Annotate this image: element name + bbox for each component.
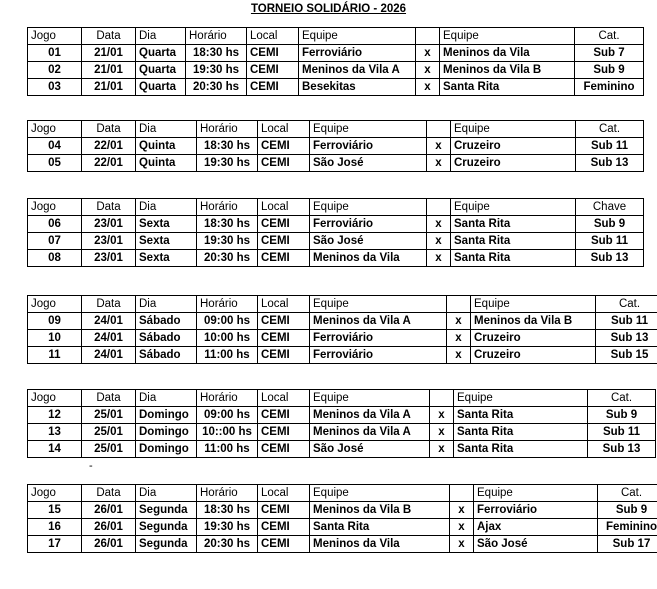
cell-categoria: Sub 11 xyxy=(576,138,644,155)
header-dia: Dia xyxy=(136,28,186,45)
table-header-row xyxy=(28,121,644,138)
cell-jogo: 06 xyxy=(28,216,82,233)
cell-horario: 09:00 hs xyxy=(197,313,258,330)
header-jogo: Jogo xyxy=(28,296,82,313)
table-row xyxy=(28,62,644,79)
cell-local: CEMI xyxy=(247,45,299,62)
header-data: Data xyxy=(82,121,136,138)
header-horario: Horário xyxy=(197,296,258,313)
cell-equipe-fora: Cruzeiro xyxy=(451,155,576,172)
cell-dia: Sexta xyxy=(136,250,197,267)
cell-jogo: 17 xyxy=(28,536,82,553)
header-horario: Horário xyxy=(197,121,258,138)
cell-equipe-fora: Meninos da Vila B xyxy=(471,313,596,330)
cell-data: 23/01 xyxy=(82,250,136,267)
cell-equipe-casa: Meninos da Vila xyxy=(310,250,427,267)
cell-local: CEMI xyxy=(258,233,310,250)
cell-jogo: 09 xyxy=(28,313,82,330)
header-equipe-casa: Equipe xyxy=(310,485,450,502)
header-data: Data xyxy=(82,28,136,45)
document-title: TORNEIO SOLIDÁRIO - 2026 xyxy=(250,3,407,15)
cell-local: CEMI xyxy=(258,519,310,536)
cell-categoria: Sub 15 xyxy=(596,347,657,364)
cell-jogo: 04 xyxy=(28,138,82,155)
cell-local: CEMI xyxy=(258,347,310,364)
cell-versus: x xyxy=(430,424,454,441)
cell-equipe-casa: Besekitas xyxy=(299,79,416,96)
cell-data: 24/01 xyxy=(82,313,136,330)
header-jogo: Jogo xyxy=(28,390,82,407)
cell-categoria: Sub 9 xyxy=(575,62,644,79)
cell-versus: x xyxy=(427,233,451,250)
cell-categoria: Sub 11 xyxy=(596,313,657,330)
cell-local: CEMI xyxy=(258,138,310,155)
table-row xyxy=(28,216,644,233)
table-row xyxy=(28,313,657,330)
cell-equipe-fora: Meninos da Vila B xyxy=(440,62,575,79)
cell-local: CEMI xyxy=(258,250,310,267)
cell-equipe-fora: Santa Rita xyxy=(440,79,575,96)
cell-local: CEMI xyxy=(258,536,310,553)
cell-equipe-casa: Meninos da Vila A xyxy=(310,313,447,330)
header-data: Data xyxy=(82,296,136,313)
cell-jogo: 13 xyxy=(28,424,82,441)
cell-data: 22/01 xyxy=(82,138,136,155)
header-equipe-fora: Equipe xyxy=(474,485,598,502)
cell-equipe-fora: Cruzeiro xyxy=(471,347,596,364)
table-row xyxy=(28,155,644,172)
cell-equipe-casa: Meninos da Vila xyxy=(310,536,450,553)
cell-horario: 18:30 hs xyxy=(186,45,247,62)
table-row xyxy=(28,407,656,424)
header-local: Local xyxy=(258,296,310,313)
cell-local: CEMI xyxy=(258,407,310,424)
cell-equipe-casa: Ferroviário xyxy=(299,45,416,62)
cell-horario: 18:30 hs xyxy=(197,216,258,233)
cell-dia: Quarta xyxy=(136,79,186,96)
header-versus xyxy=(450,485,474,502)
header-equipe-casa: Equipe xyxy=(310,199,427,216)
schedule-table-4 xyxy=(27,295,657,364)
cell-equipe-fora: Santa Rita xyxy=(454,407,588,424)
cell-jogo: 08 xyxy=(28,250,82,267)
cell-versus: x xyxy=(416,45,440,62)
cell-categoria: Sub 13 xyxy=(576,155,644,172)
cell-equipe-casa: Meninos da Vila A xyxy=(310,424,430,441)
table-row xyxy=(28,347,657,364)
header-dia: Dia xyxy=(136,199,197,216)
cell-versus: x xyxy=(447,330,471,347)
cell-dia: Domingo xyxy=(136,441,197,458)
header-versus xyxy=(416,28,440,45)
cell-local: CEMI xyxy=(247,79,299,96)
cell-jogo: 12 xyxy=(28,407,82,424)
cell-equipe-casa: São José xyxy=(310,233,427,250)
cell-dia: Segunda xyxy=(136,536,197,553)
cell-jogo: 02 xyxy=(28,62,82,79)
table-row xyxy=(28,536,657,553)
cell-horario: 20:30 hs xyxy=(186,79,247,96)
cell-dia: Sábado xyxy=(136,347,197,364)
cell-equipe-casa: Ferroviário xyxy=(310,347,447,364)
cell-equipe-fora: Santa Rita xyxy=(454,441,588,458)
cell-dia: Segunda xyxy=(136,519,197,536)
cell-versus: x xyxy=(450,502,474,519)
cell-horario: 19:30 hs xyxy=(186,62,247,79)
cell-horario: 11:00 hs xyxy=(197,441,258,458)
cell-dia: Domingo xyxy=(136,424,197,441)
cell-local: CEMI xyxy=(258,313,310,330)
cell-jogo: 05 xyxy=(28,155,82,172)
cell-horario: 09:00 hs xyxy=(197,407,258,424)
header-equipe-fora: Equipe xyxy=(454,390,588,407)
cell-horario: 10:00 hs xyxy=(197,330,258,347)
cell-data: 22/01 xyxy=(82,155,136,172)
table-row xyxy=(28,330,657,347)
header-data: Data xyxy=(82,485,136,502)
schedule-table-3 xyxy=(27,198,644,267)
cell-local: CEMI xyxy=(258,424,310,441)
cell-data: 25/01 xyxy=(82,424,136,441)
cell-jogo: 01 xyxy=(28,45,82,62)
header-data: Data xyxy=(82,199,136,216)
cell-local: CEMI xyxy=(258,441,310,458)
cell-data: 21/01 xyxy=(82,79,136,96)
cell-data: 21/01 xyxy=(82,62,136,79)
cell-categoria: Sub 9 xyxy=(598,502,657,519)
header-horario: Horário xyxy=(186,28,247,45)
cell-equipe-fora: Cruzeiro xyxy=(471,330,596,347)
table-row xyxy=(28,138,644,155)
cell-versus: x xyxy=(427,138,451,155)
cell-categoria: Sub 13 xyxy=(588,441,656,458)
cell-data: 25/01 xyxy=(82,441,136,458)
cell-jogo: 03 xyxy=(28,79,82,96)
table-row xyxy=(28,502,657,519)
header-horario: Horário xyxy=(197,199,258,216)
cell-horario: 11:00 hs xyxy=(197,347,258,364)
cell-versus: x xyxy=(450,536,474,553)
table-row xyxy=(28,45,644,62)
table-header-row xyxy=(28,296,657,313)
header-dia: Dia xyxy=(136,296,197,313)
header-data: Data xyxy=(82,390,136,407)
cell-horario: 20:30 hs xyxy=(197,536,258,553)
header-dia: Dia xyxy=(136,121,197,138)
cell-data: 24/01 xyxy=(82,330,136,347)
cell-data: 25/01 xyxy=(82,407,136,424)
cell-horario: 10::00 hs xyxy=(197,424,258,441)
cell-categoria: Sub 13 xyxy=(596,330,657,347)
cell-dia: Sábado xyxy=(136,313,197,330)
header-categoria: Cat. xyxy=(576,121,644,138)
cell-categoria: Feminino xyxy=(598,519,657,536)
header-dia: Dia xyxy=(136,390,197,407)
cell-versus: x xyxy=(427,250,451,267)
cell-data: 23/01 xyxy=(82,216,136,233)
header-versus xyxy=(427,199,451,216)
cell-dia: Sexta xyxy=(136,216,197,233)
cell-jogo: 10 xyxy=(28,330,82,347)
cell-equipe-casa: Meninos da Vila B xyxy=(310,502,450,519)
header-local: Local xyxy=(258,199,310,216)
cell-categoria: Sub 17 xyxy=(598,536,657,553)
cell-equipe-fora: Santa Rita xyxy=(451,216,576,233)
table-row xyxy=(28,233,644,250)
cell-equipe-fora: São José xyxy=(474,536,598,553)
header-equipe-fora: Equipe xyxy=(451,121,576,138)
cell-categoria: Feminino xyxy=(575,79,644,96)
table-row xyxy=(28,79,644,96)
cell-dia: Quarta xyxy=(136,62,186,79)
cell-horario: 18:30 hs xyxy=(197,138,258,155)
cell-equipe-fora: Meninos da Vila xyxy=(440,45,575,62)
cell-jogo: 11 xyxy=(28,347,82,364)
cell-equipe-fora: Santa Rita xyxy=(454,424,588,441)
cell-versus: x xyxy=(427,216,451,233)
cell-local: CEMI xyxy=(258,502,310,519)
cell-horario: 19:30 hs xyxy=(197,519,258,536)
schedule-table-6 xyxy=(27,484,657,553)
cell-equipe-fora: Ajax xyxy=(474,519,598,536)
table-header-row xyxy=(28,390,656,407)
header-categoria: Cat. xyxy=(596,296,657,313)
table-row xyxy=(28,519,657,536)
stray-dash: - xyxy=(89,460,93,472)
header-versus xyxy=(427,121,451,138)
cell-data: 24/01 xyxy=(82,347,136,364)
header-local: Local xyxy=(258,390,310,407)
cell-dia: Quarta xyxy=(136,45,186,62)
schedule-table-1 xyxy=(27,27,644,96)
cell-local: CEMI xyxy=(258,216,310,233)
cell-categoria: Sub 7 xyxy=(575,45,644,62)
cell-data: 26/01 xyxy=(82,536,136,553)
header-categoria: Cat. xyxy=(588,390,656,407)
cell-versus: x xyxy=(430,407,454,424)
header-local: Local xyxy=(258,485,310,502)
cell-equipe-casa: São José xyxy=(310,441,430,458)
header-equipe-fora: Equipe xyxy=(471,296,596,313)
cell-dia: Quinta xyxy=(136,138,197,155)
cell-categoria: Sub 13 xyxy=(576,250,644,267)
table-header-row xyxy=(28,485,657,502)
cell-equipe-casa: Meninos da Vila A xyxy=(299,62,416,79)
cell-data: 21/01 xyxy=(82,45,136,62)
cell-equipe-casa: Santa Rita xyxy=(310,519,450,536)
header-versus xyxy=(447,296,471,313)
cell-equipe-fora: Santa Rita xyxy=(451,233,576,250)
cell-jogo: 15 xyxy=(28,502,82,519)
cell-dia: Quinta xyxy=(136,155,197,172)
cell-versus: x xyxy=(430,441,454,458)
cell-dia: Sábado xyxy=(136,330,197,347)
cell-versus: x xyxy=(427,155,451,172)
header-dia: Dia xyxy=(136,485,197,502)
cell-categoria: Sub 11 xyxy=(576,233,644,250)
cell-versus: x xyxy=(447,313,471,330)
header-equipe-casa: Equipe xyxy=(310,121,427,138)
cell-categoria: Sub 9 xyxy=(588,407,656,424)
cell-horario: 19:30 hs xyxy=(197,155,258,172)
header-equipe-fora: Equipe xyxy=(451,199,576,216)
cell-equipe-fora: Cruzeiro xyxy=(451,138,576,155)
cell-data: 26/01 xyxy=(82,519,136,536)
cell-horario: 19:30 hs xyxy=(197,233,258,250)
cell-versus: x xyxy=(416,79,440,96)
schedule-table-2 xyxy=(27,120,644,172)
cell-local: CEMI xyxy=(258,330,310,347)
table-row xyxy=(28,441,656,458)
header-local: Local xyxy=(247,28,299,45)
cell-horario: 18:30 hs xyxy=(197,502,258,519)
cell-dia: Sexta xyxy=(136,233,197,250)
cell-categoria: Sub 9 xyxy=(576,216,644,233)
header-equipe-casa: Equipe xyxy=(299,28,416,45)
cell-equipe-casa: São José xyxy=(310,155,427,172)
table-header-row xyxy=(28,199,644,216)
header-jogo: Jogo xyxy=(28,121,82,138)
cell-equipe-casa: Ferroviário xyxy=(310,216,427,233)
header-horario: Horário xyxy=(197,485,258,502)
cell-equipe-casa: Ferroviário xyxy=(310,330,447,347)
header-categoria: Cat. xyxy=(575,28,644,45)
cell-jogo: 07 xyxy=(28,233,82,250)
table-row xyxy=(28,424,656,441)
cell-jogo: 16 xyxy=(28,519,82,536)
schedule-table-5 xyxy=(27,389,656,458)
cell-versus: x xyxy=(416,62,440,79)
cell-local: CEMI xyxy=(247,62,299,79)
cell-data: 26/01 xyxy=(82,502,136,519)
cell-equipe-fora: Ferroviário xyxy=(474,502,598,519)
cell-horario: 20:30 hs xyxy=(197,250,258,267)
header-categoria: Chave xyxy=(576,199,644,216)
table-row xyxy=(28,250,644,267)
cell-dia: Segunda xyxy=(136,502,197,519)
header-jogo: Jogo xyxy=(28,199,82,216)
cell-equipe-casa: Ferroviário xyxy=(310,138,427,155)
header-categoria: Cat. xyxy=(598,485,657,502)
cell-categoria: Sub 11 xyxy=(588,424,656,441)
header-equipe-fora: Equipe xyxy=(440,28,575,45)
header-local: Local xyxy=(258,121,310,138)
cell-equipe-fora: Santa Rita xyxy=(451,250,576,267)
header-jogo: Jogo xyxy=(28,485,82,502)
cell-equipe-casa: Meninos da Vila A xyxy=(310,407,430,424)
cell-dia: Domingo xyxy=(136,407,197,424)
header-versus xyxy=(430,390,454,407)
cell-jogo: 14 xyxy=(28,441,82,458)
header-horario: Horário xyxy=(197,390,258,407)
table-header-row xyxy=(28,28,644,45)
cell-data: 23/01 xyxy=(82,233,136,250)
cell-versus: x xyxy=(450,519,474,536)
cell-local: CEMI xyxy=(258,155,310,172)
cell-versus: x xyxy=(447,347,471,364)
header-equipe-casa: Equipe xyxy=(310,390,430,407)
header-equipe-casa: Equipe xyxy=(310,296,447,313)
header-jogo: Jogo xyxy=(28,28,82,45)
